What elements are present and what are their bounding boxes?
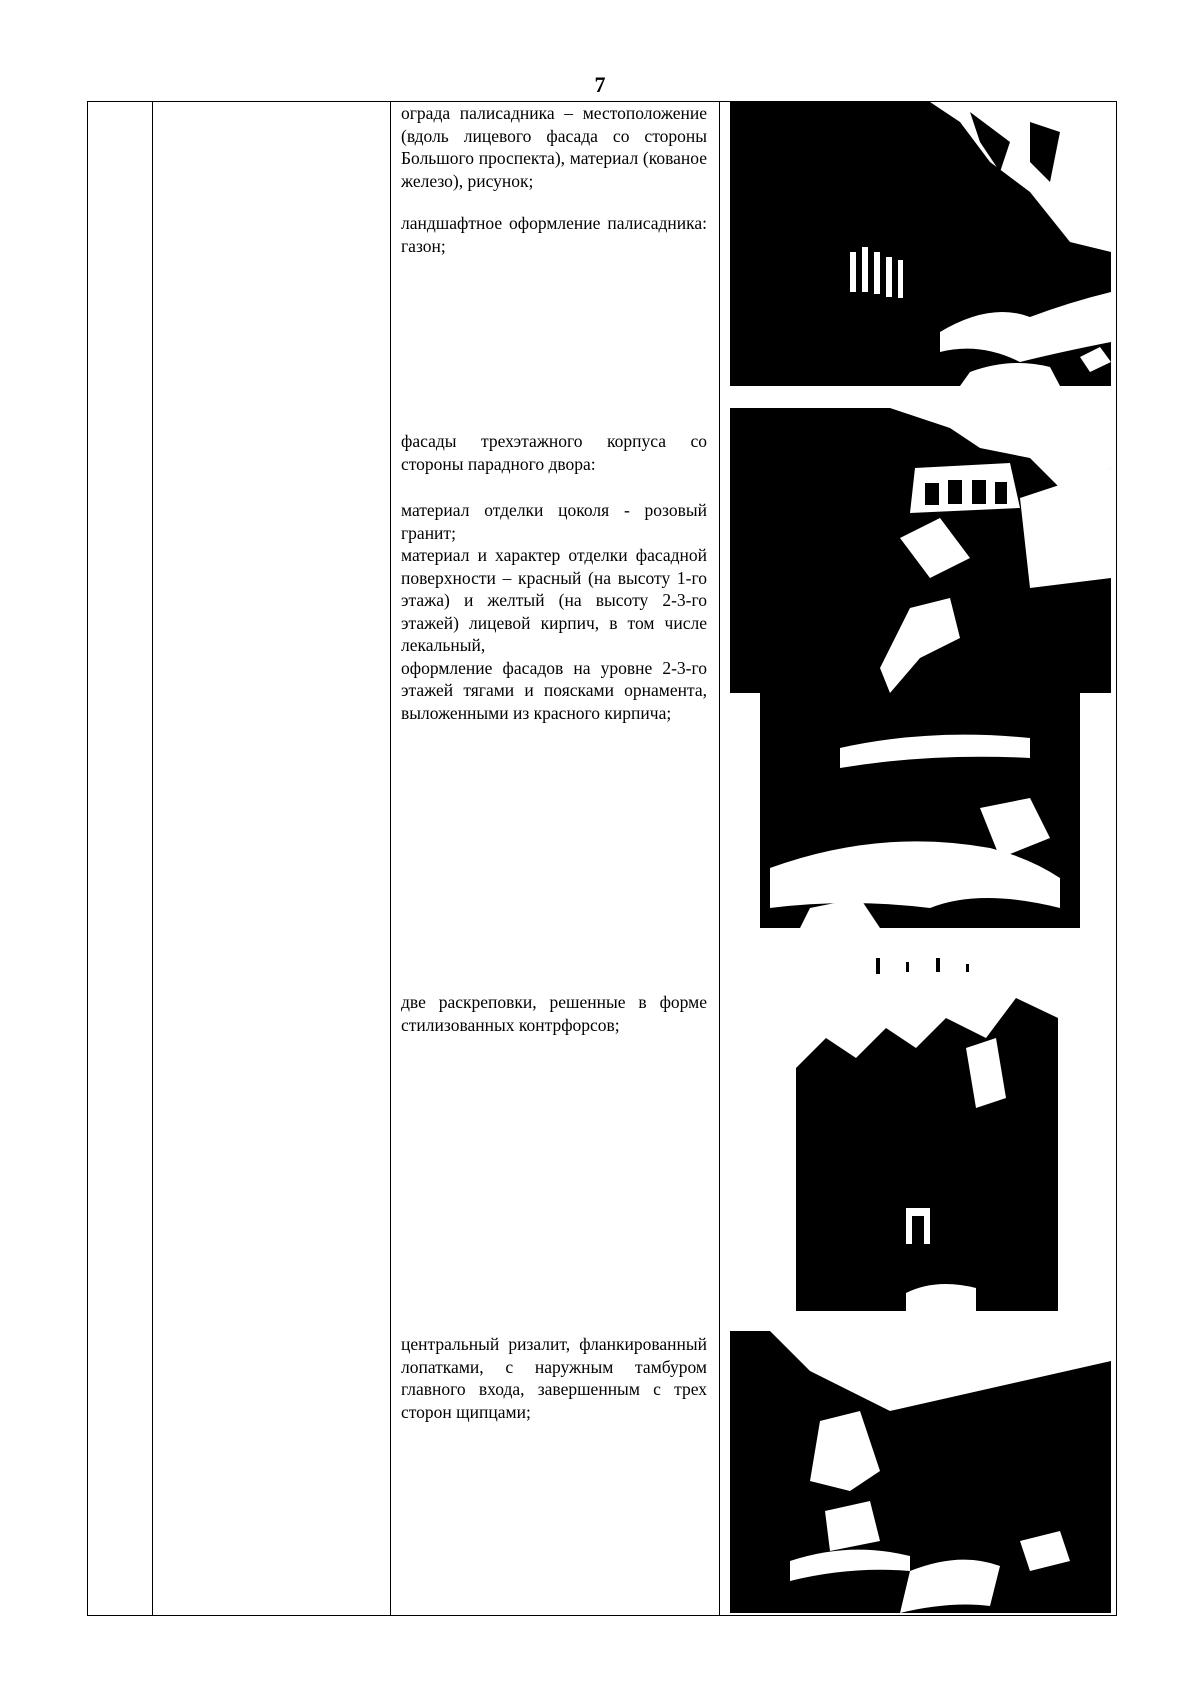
table-row bbox=[88, 102, 1117, 1616]
page-number: 7 bbox=[594, 72, 606, 97]
paragraph: две раскреповки, решенные в форме стилизованных контрфорсов; bbox=[401, 992, 707, 1035]
monument-features-table bbox=[87, 101, 1117, 1616]
courtyard-facade-photo bbox=[730, 408, 1111, 928]
paragraph: оформление фасадов на уровне 2-3-го этажей тягами и поясками орнамента, выложенными из красного кирпича; bbox=[401, 657, 707, 723]
table-cell-number bbox=[88, 102, 153, 1616]
table-cell-object bbox=[153, 102, 391, 1616]
garden-fence-photo bbox=[730, 102, 1111, 386]
table-cell-description bbox=[391, 102, 720, 1616]
paragraph: центральный ризалит, фланкированный лопатками, с наружным тамбуром главного входа, завершенным с трех сторон щипцами; bbox=[401, 1334, 707, 1422]
table-cell-photos bbox=[720, 102, 1117, 1616]
description-block-facades bbox=[401, 430, 707, 724]
paragraph: фасады трехэтажного корпуса со стороны парадного двора: bbox=[401, 431, 707, 474]
central-risalit-photo bbox=[730, 1331, 1111, 1613]
description-block-risalit bbox=[401, 1333, 707, 1423]
paragraph: ландшафтное оформление палисадника: газон; bbox=[401, 213, 707, 256]
buttress-photo bbox=[796, 958, 1058, 1311]
description-block-fence bbox=[401, 102, 707, 257]
paragraph: материал и характер отделки фасадной поверхности – красный (на высоту 1-го этажа) и желтый (на высоту 2-3-го этажей) лицевой кирпич, в том числе лекальный, bbox=[401, 545, 707, 655]
paragraph: материал отделки цоколя - розовый гранит; bbox=[401, 500, 707, 543]
paragraph: ограда палисадника – местоположение (вдоль лицевого фасада со стороны Большого проспекта), материал (кованое железо), рисунок; bbox=[401, 103, 707, 191]
description-block-buttresses bbox=[401, 991, 707, 1036]
